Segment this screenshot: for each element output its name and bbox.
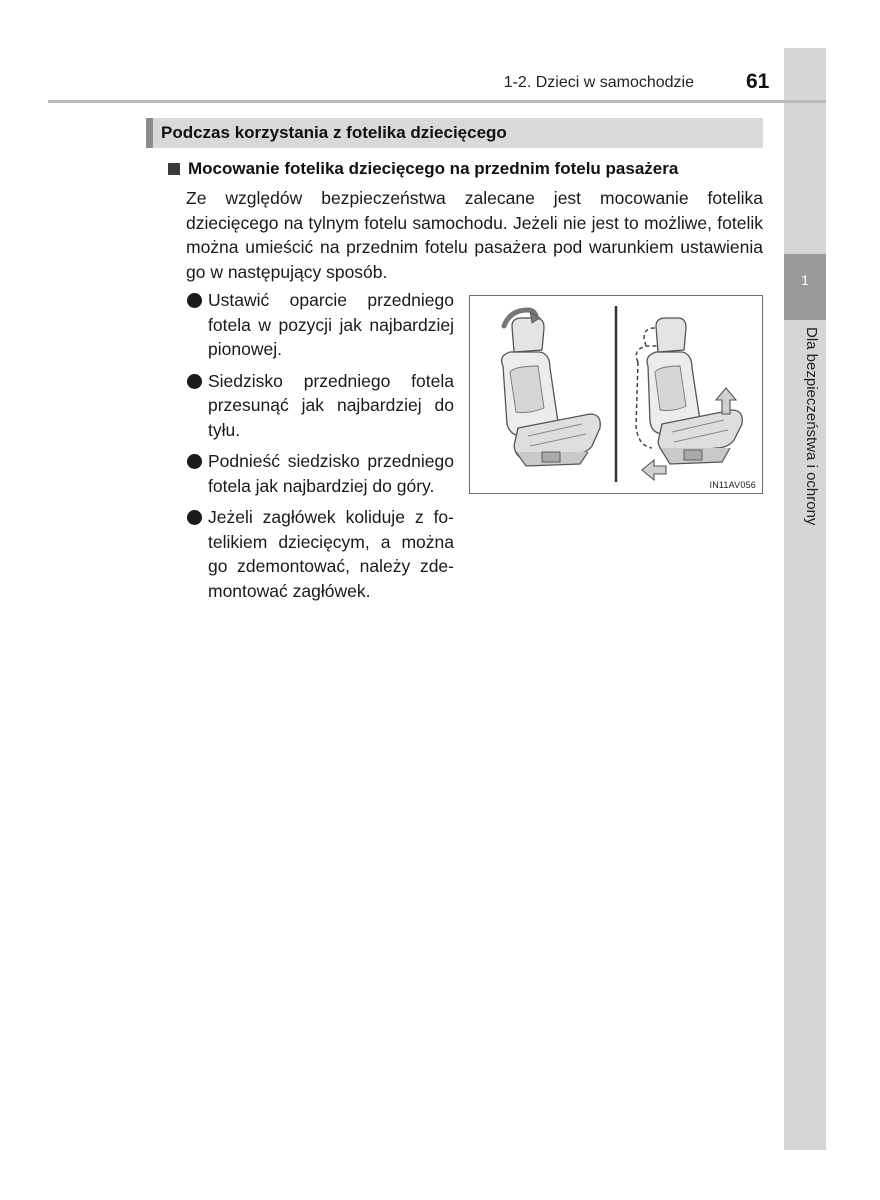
- intro-paragraph: Ze względów bezpieczeństwa zalecane jest mocowanie fotelika dziecięcego na tylnym fotelu samochodu. Jeżeli nie jest to możliwe, fotelik można umieścić na przednim fotelu pasażera pod warunkiem ustawienia go w następujący sposób.: [186, 188, 763, 282]
- bullet-dot-icon: [187, 510, 202, 525]
- chapter-side-tab: [784, 48, 826, 1150]
- list-item-text: Siedzisko przedniego fotela przesunąć jak najbardziej do tyłu.: [208, 370, 454, 440]
- chapter-number: 1: [801, 272, 809, 288]
- page-number: 61: [746, 70, 770, 93]
- list-item-text: Ustawić oparcie przedniego fotela w pozycji jak najbardziej pionowej.: [208, 290, 454, 359]
- seat-adjustment-figure: [469, 295, 763, 494]
- square-bullet-icon: [168, 163, 180, 175]
- list-item-text: Jeżeli zagłówek koliduje z fotelikiem dziecięcym, a można go zdemontować, należy zdemontować zagłówek.: [208, 507, 454, 601]
- bullet-dot-icon: [187, 374, 202, 389]
- list-item: [186, 505, 454, 603]
- instruction-list: [186, 288, 454, 610]
- seat-before-icon: [502, 310, 601, 466]
- seat-after-icon: [636, 318, 742, 480]
- chapter-title: Dla bezpieczeństwa i ochrony: [803, 327, 820, 526]
- header-divider: [48, 100, 826, 103]
- list-item: [186, 449, 454, 498]
- section-heading-accent: [146, 118, 153, 148]
- list-item: [186, 369, 454, 443]
- list-item-text: Podnieść siedzisko przedniego fotela jak najbardziej do góry.: [208, 451, 454, 496]
- subsection-title: Mocowanie fotelika dziecięcego na przednim fotelu pasażera: [188, 159, 679, 178]
- list-item: [186, 288, 454, 362]
- section-title: Podczas korzystania z fotelika dziecięcego: [161, 123, 507, 142]
- bullet-dot-icon: [187, 293, 202, 308]
- running-header: 1-2. Dzieci w samochodzie: [503, 74, 694, 91]
- bullet-dot-icon: [187, 454, 202, 469]
- seat-illustration: [470, 296, 762, 493]
- figure-code: IN11AV056: [709, 480, 756, 490]
